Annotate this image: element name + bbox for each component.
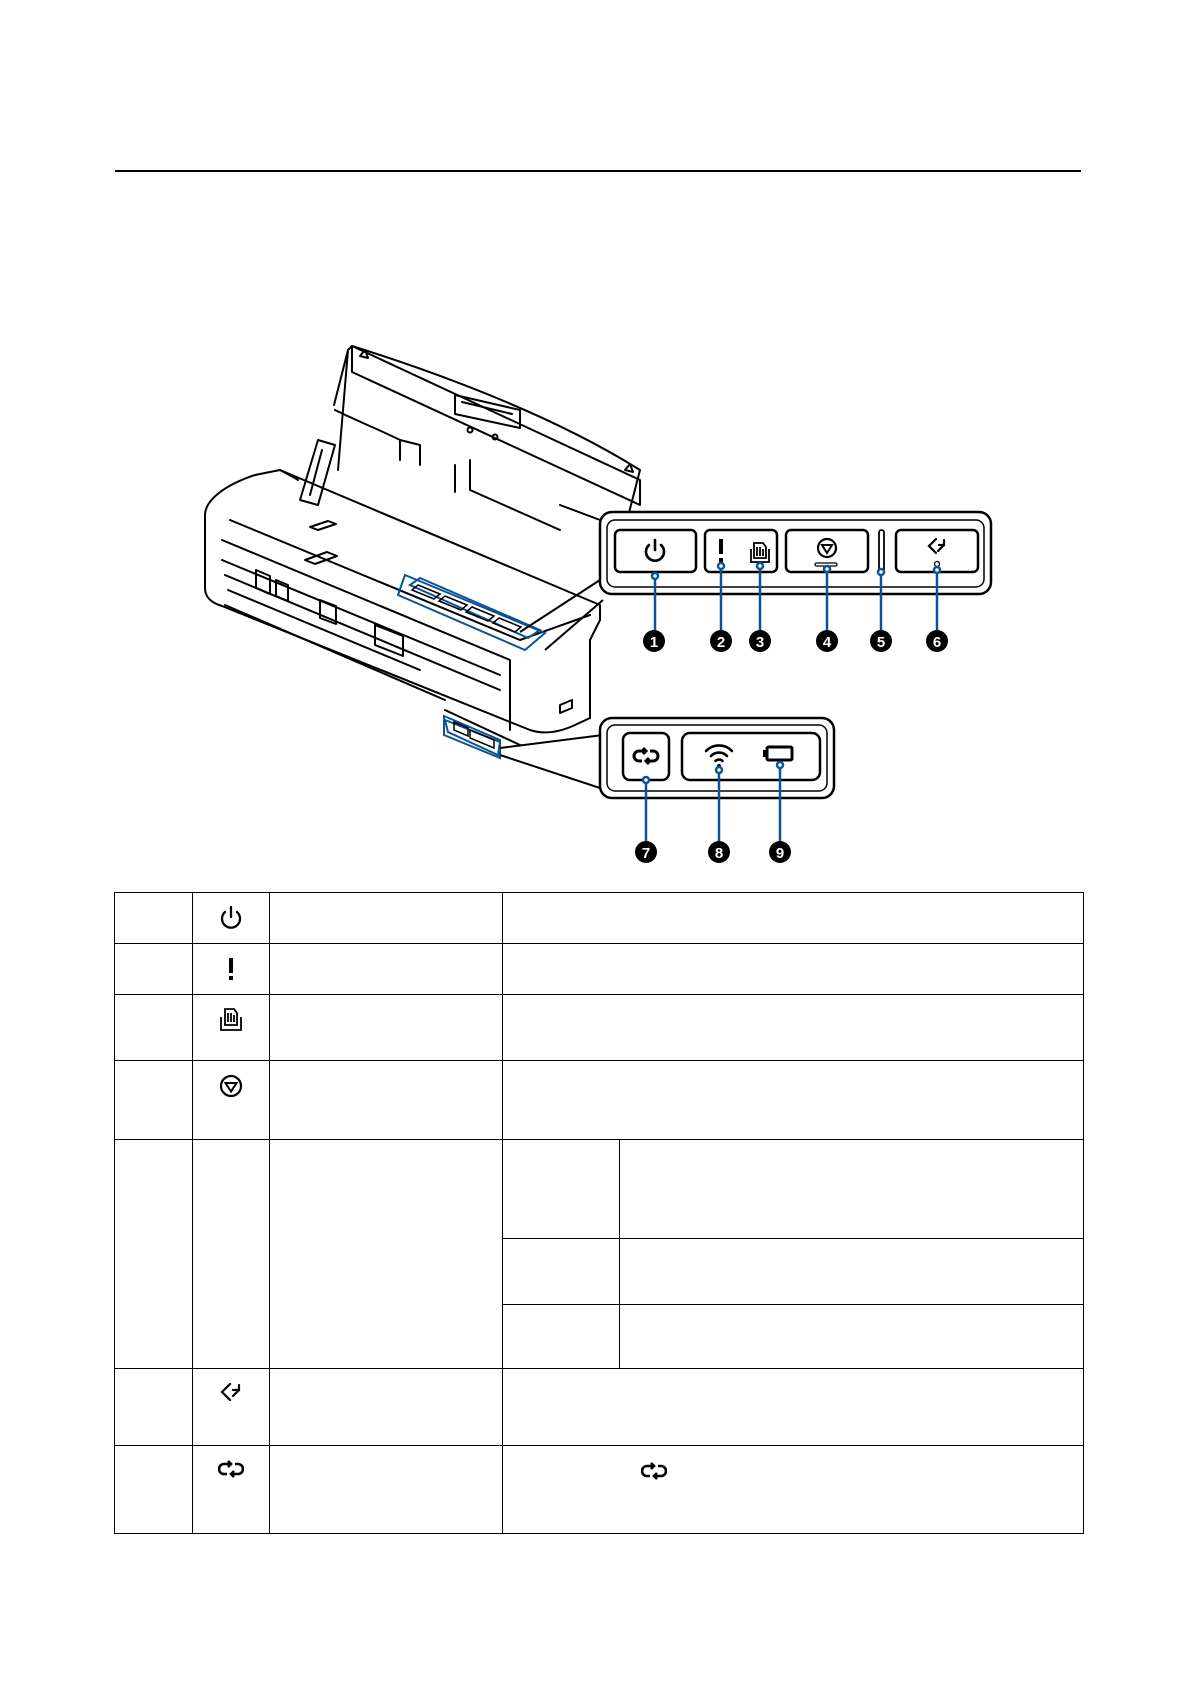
callout-3 — [749, 630, 771, 652]
svg-text:3: 3 — [755, 634, 765, 651]
table-row — [115, 1061, 1084, 1140]
callout-6 — [926, 630, 948, 652]
table-row — [115, 944, 1084, 995]
error-icon — [226, 956, 236, 982]
table-row — [115, 995, 1084, 1061]
table-subcell — [503, 1239, 620, 1305]
callout-8 — [708, 841, 730, 863]
callout-9 — [769, 841, 791, 863]
svg-text:7: 7 — [641, 845, 651, 862]
table-row — [115, 893, 1084, 944]
callout-badges-lower — [635, 841, 791, 863]
upper-panel-zoom — [600, 512, 991, 594]
callout-4 — [816, 630, 838, 652]
svg-text:5: 5 — [876, 634, 886, 651]
power-icon — [218, 905, 244, 931]
error-icon — [719, 539, 723, 562]
lower-panel-zoom — [600, 718, 834, 798]
parts-table — [114, 892, 1084, 1534]
svg-text:9: 9 — [775, 845, 785, 862]
callout-7 — [635, 841, 657, 863]
table-row — [115, 1446, 1084, 1534]
table-subcell — [503, 1140, 620, 1239]
status-light — [879, 530, 884, 572]
callout-badges-upper — [643, 630, 948, 652]
svg-text:1: 1 — [649, 634, 659, 651]
scanner-body — [205, 346, 640, 745]
wifi-connect-icon — [218, 1458, 244, 1480]
wifi-connect-icon — [641, 1460, 667, 1482]
svg-text:6: 6 — [932, 634, 942, 651]
stop-icon — [218, 1073, 244, 1099]
callout-1 — [643, 630, 665, 652]
panel-indicator-area — [682, 733, 820, 780]
table-subcell — [503, 1305, 620, 1369]
callout-2 — [710, 630, 732, 652]
table-row — [115, 1369, 1084, 1446]
svg-text:2: 2 — [716, 634, 726, 651]
table-row — [115, 1140, 1084, 1239]
panel-wifi-connect-button — [623, 733, 669, 780]
scan-icon — [218, 1381, 244, 1407]
callout-5 — [870, 630, 892, 652]
svg-text:4: 4 — [822, 634, 832, 651]
paper-jam-icon — [218, 1007, 244, 1033]
svg-text:8: 8 — [714, 845, 724, 862]
